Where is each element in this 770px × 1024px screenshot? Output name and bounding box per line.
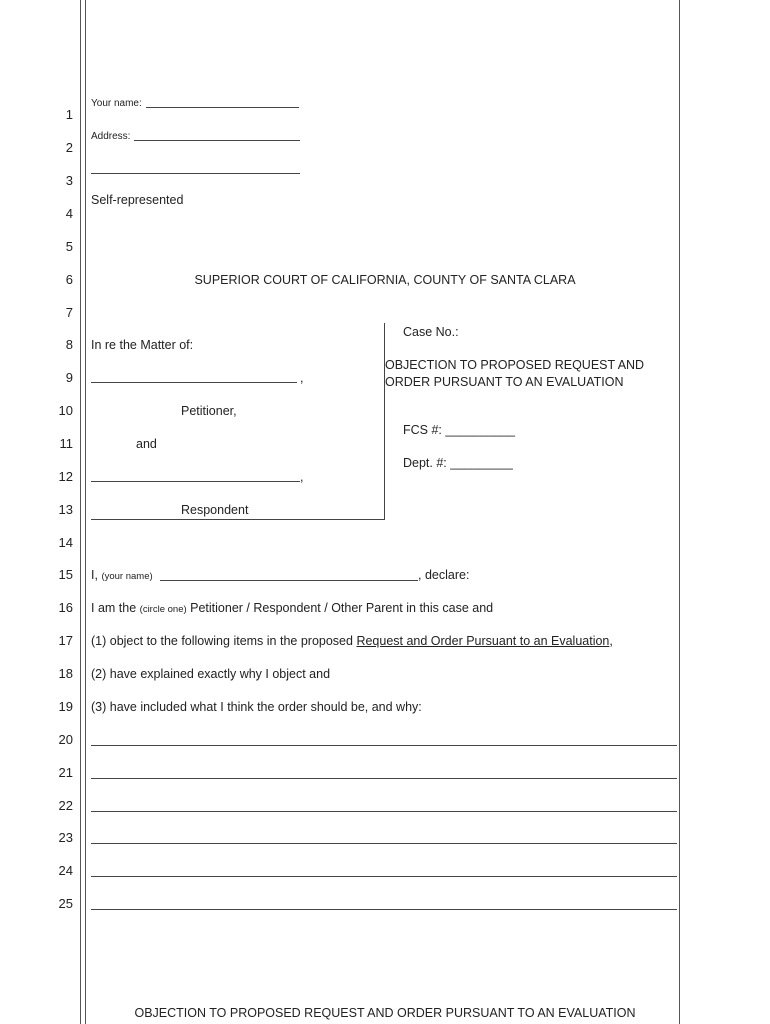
address-field-line2[interactable]	[91, 173, 300, 174]
court-title: SUPERIOR COURT OF CALIFORNIA, COUNTY OF SANTA CLARA	[194, 273, 576, 287]
objection-item-1	[91, 633, 613, 649]
answer-line[interactable]	[91, 778, 677, 779]
declare-suffix: , declare:	[418, 568, 470, 582]
party-role-options[interactable]: Petitioner / Respondent / Other Parent in this case and	[190, 601, 494, 615]
line-number: 3	[65, 173, 73, 188]
objection-item-2: (2) have explained exactly why I object and	[91, 667, 331, 681]
party-role-line	[91, 600, 493, 618]
line-number: 14	[58, 535, 73, 550]
caption-box-bottom-border	[91, 519, 385, 520]
right-margin-rule	[679, 0, 680, 1024]
left-margin-rule-outer	[80, 0, 81, 1024]
line-number: 2	[65, 140, 73, 155]
respondent-comma: ,	[300, 470, 304, 484]
and-label: and	[136, 437, 157, 451]
line-number: 10	[58, 403, 73, 418]
in-re-matter-label: In re the Matter of:	[91, 338, 194, 352]
circle-one-hint: (circle one)	[139, 604, 187, 615]
answer-line[interactable]	[91, 876, 677, 877]
line-number: 18	[58, 666, 73, 681]
line-number: 15	[58, 567, 73, 582]
footer-title: OBJECTION TO PROPOSED REQUEST AND ORDER PURSUANT TO AN EVALUATION	[134, 1006, 636, 1020]
line-number: 6	[65, 272, 73, 287]
line-number: 22	[58, 798, 73, 813]
line-number: 1	[65, 107, 73, 122]
answer-line[interactable]	[91, 843, 677, 844]
your-name-hint: (your name)	[101, 571, 153, 582]
party-role-prefix: I am the	[91, 601, 137, 615]
your-name-field[interactable]	[146, 107, 299, 108]
self-represented-label: Self-represented	[91, 193, 184, 207]
line-number: 7	[65, 305, 73, 320]
dept-number-field[interactable]: Dept. #: _________	[403, 456, 513, 470]
request-order-reference: Request and Order Pursuant to an Evaluation	[356, 634, 610, 648]
line-number: 20	[58, 732, 73, 747]
left-margin-rule-inner	[85, 0, 86, 1024]
declaration-prefix: I,	[91, 568, 98, 582]
respondent-label: Respondent	[181, 503, 249, 517]
objection-item-1-text: (1) object to the following items in the proposed	[91, 634, 353, 648]
line-number: 24	[58, 863, 73, 878]
petitioner-label: Petitioner,	[181, 404, 237, 418]
caption-box-right-border	[384, 323, 385, 520]
objection-item-3: (3) have included what I think the order should be, and why:	[91, 700, 422, 714]
fcs-number-field[interactable]: FCS #: __________	[403, 423, 515, 437]
line-number: 25	[58, 896, 73, 911]
respondent-name-field[interactable]	[91, 481, 300, 482]
declaration-line	[91, 567, 153, 585]
petitioner-name-field[interactable]	[91, 382, 297, 383]
line-number: 19	[58, 699, 73, 714]
line-number: 8	[65, 337, 73, 352]
answer-line[interactable]	[91, 745, 677, 746]
address-label: Address:	[91, 131, 131, 142]
objection-item-1-comma: ,	[609, 634, 613, 648]
address-field-line1[interactable]	[134, 140, 300, 141]
line-number: 5	[65, 239, 73, 254]
your-name-label: Your name:	[91, 98, 142, 109]
document-title-line2: ORDER PURSUANT TO AN EVALUATION	[385, 375, 624, 389]
answer-line[interactable]	[91, 811, 677, 812]
answer-line[interactable]	[91, 909, 677, 910]
case-number-label: Case No.:	[403, 325, 459, 339]
line-number: 9	[65, 370, 73, 385]
line-number: 16	[58, 600, 73, 615]
line-number: 12	[58, 469, 73, 484]
line-number: 17	[58, 633, 73, 648]
petitioner-comma: ,	[300, 371, 304, 385]
declarant-name-field[interactable]	[160, 580, 418, 581]
line-number: 21	[58, 765, 73, 780]
document-title-line1: OBJECTION TO PROPOSED REQUEST AND	[385, 358, 645, 372]
line-number: 23	[58, 830, 73, 845]
line-number: 4	[65, 206, 73, 221]
line-number: 13	[58, 502, 73, 517]
line-number: 11	[59, 436, 73, 451]
